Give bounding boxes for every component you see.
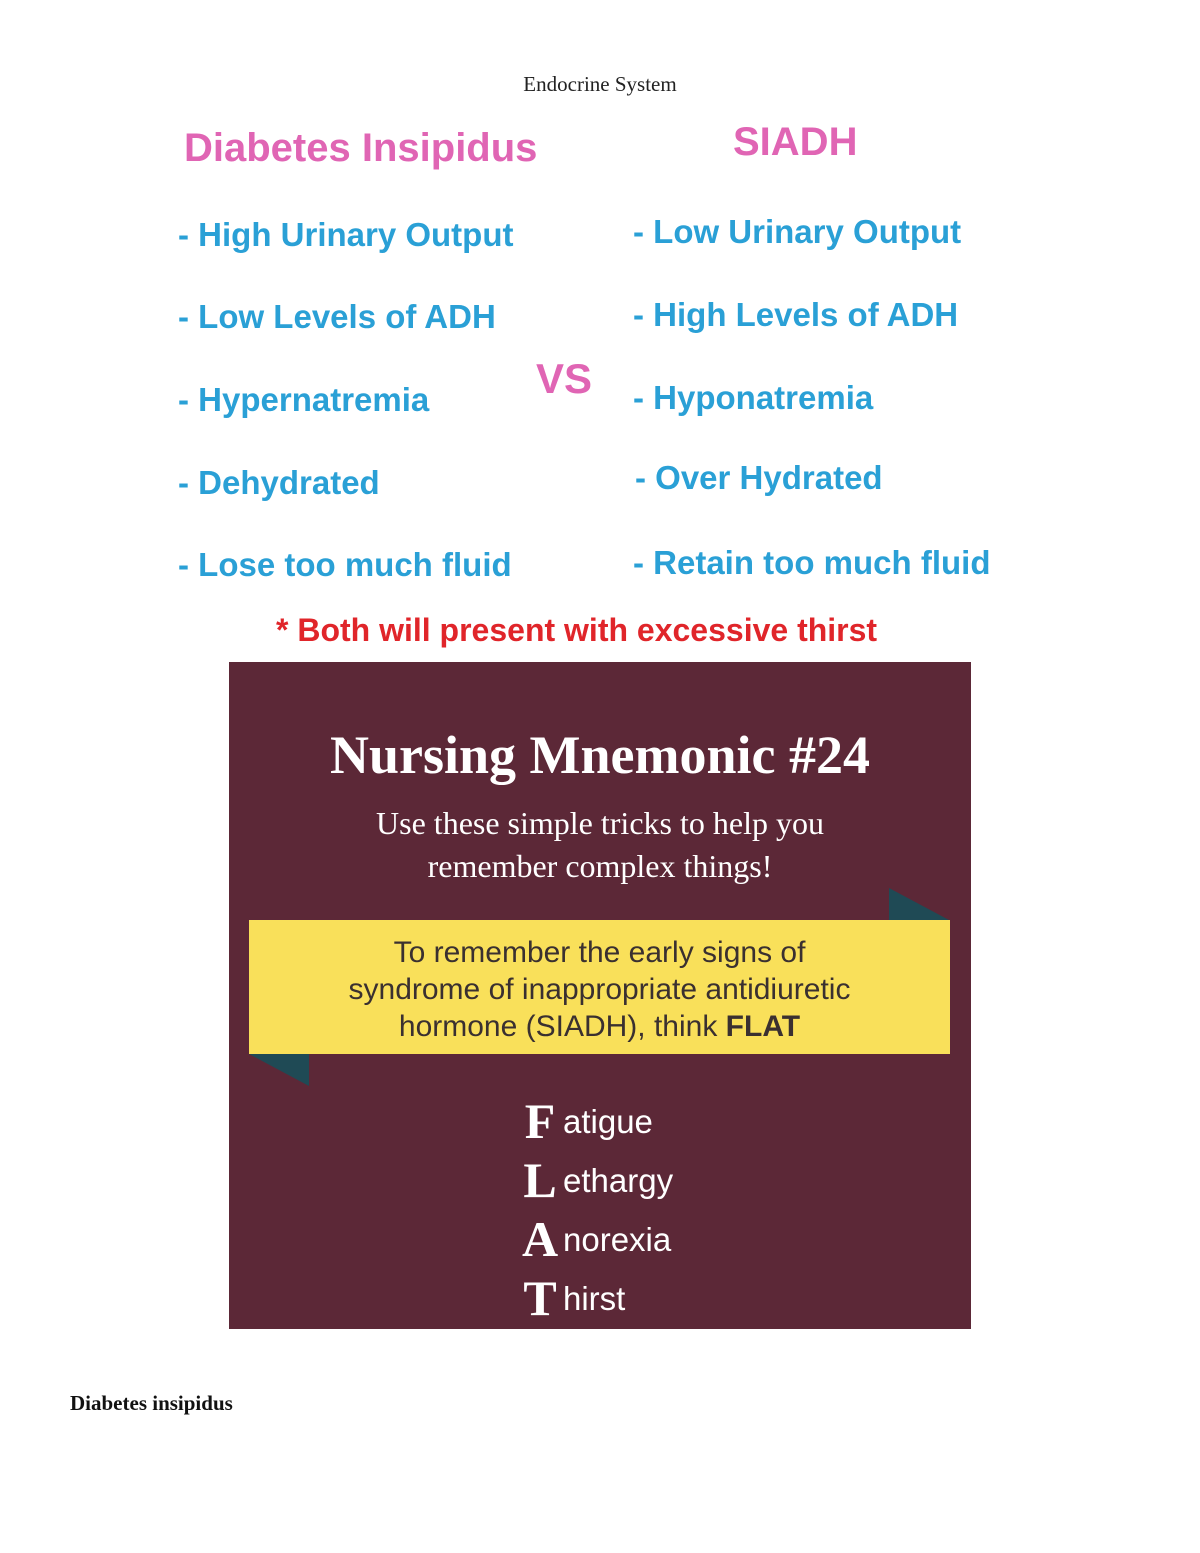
page-header: Endocrine System: [523, 72, 677, 96]
di-item: - Dehydrated: [178, 464, 380, 501]
di-item: - Low Levels of ADH: [178, 298, 496, 335]
mnemonic-card: [229, 662, 971, 1329]
banner-text: hormone (SIADH), think: [398, 1010, 726, 1043]
ribbon-fold-bottom: [249, 1054, 309, 1086]
comparison-infographic: [0, 0, 1200, 660]
mnemonic-subtitle: [229, 802, 971, 888]
ribbon-fold-top: [889, 888, 949, 920]
subtitle-line: remember complex things!: [427, 848, 773, 884]
section-heading: Diabetes insipidus: [70, 1391, 233, 1415]
flat-word: hirst: [563, 1280, 626, 1317]
flat-letter: L: [523, 1152, 557, 1208]
diabetes-insipidus-title: Diabetes Insipidus: [184, 126, 538, 170]
flat-word: ethargy: [563, 1162, 674, 1199]
di-item: - Hypernatremia: [178, 381, 430, 418]
flat-item: [519, 1205, 673, 1267]
flat-letter: F: [524, 1093, 556, 1149]
siadh-title: SIADH: [733, 120, 858, 164]
banner-keyword: FLAT: [725, 1010, 801, 1043]
flat-letter: A: [521, 1211, 559, 1267]
mnemonic-banner: [249, 920, 950, 1054]
siadh-item: - Retain too much fluid: [633, 544, 991, 581]
banner-line: [249, 1008, 950, 1045]
banner-line: To remember the early signs of: [393, 936, 806, 969]
banner-line: syndrome of inappropriate antidiuretic: [348, 973, 851, 1006]
siadh-item: - Hyponatremia: [633, 379, 874, 416]
flat-list: [519, 1087, 674, 1326]
flat-item: [519, 1087, 673, 1149]
flat-word: atigue: [563, 1103, 653, 1140]
vs-label: VS: [536, 355, 593, 402]
di-item: - Lose too much fluid: [178, 546, 512, 583]
thirst-note: * Both will present with excessive thirst: [276, 612, 878, 648]
flat-letter: T: [523, 1270, 557, 1326]
mnemonic-title: Nursing Mnemonic #24: [330, 725, 870, 785]
siadh-item: - High Levels of ADH: [633, 296, 959, 333]
di-item: - High Urinary Output: [178, 216, 514, 253]
flat-item: [519, 1264, 673, 1326]
siadh-item: - Over Hydrated: [635, 459, 883, 496]
flat-item: [519, 1146, 674, 1208]
siadh-item: - Low Urinary Output: [633, 213, 962, 250]
subtitle-line: Use these simple tricks to help you: [376, 805, 824, 841]
flat-word: norexia: [563, 1221, 672, 1258]
